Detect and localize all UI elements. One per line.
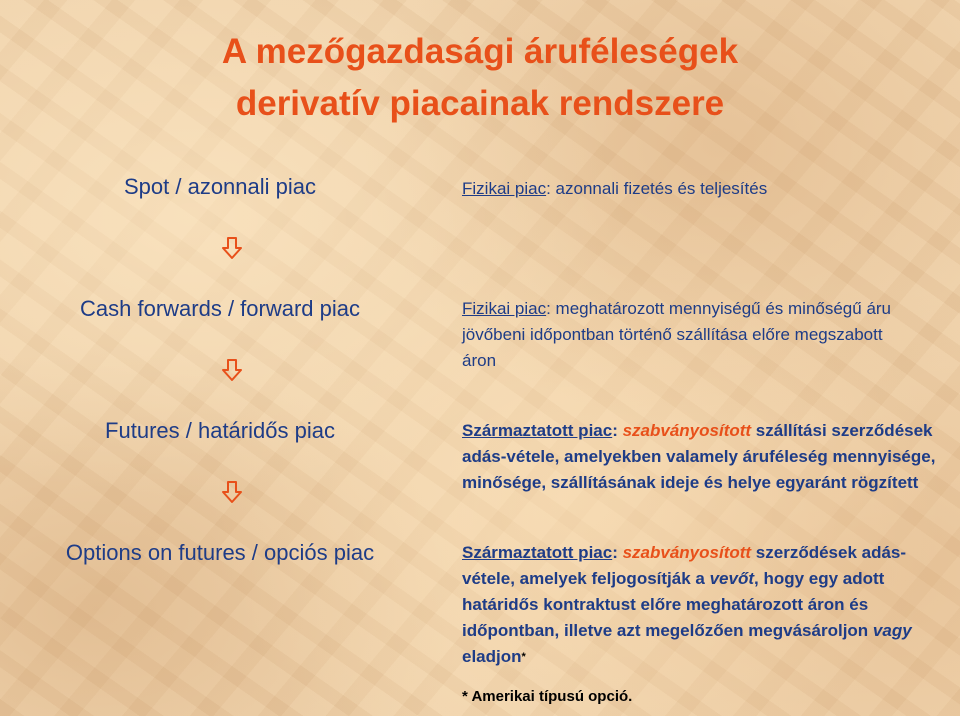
colon: : [612, 543, 623, 562]
down-arrow-icon [220, 358, 244, 382]
label-forward: Cash forwards / forward piac [80, 296, 360, 321]
desc-part-3: eladjon [462, 647, 522, 666]
emphasis: szabványosított [622, 421, 752, 440]
desc-options [462, 540, 944, 670]
desc-spot [462, 176, 952, 202]
emphasis-buyer: vevőt [709, 569, 754, 588]
desc: : meghatározott mennyiségű és minőségű áru jövőbeni időpontban történő szállítása előre megszabott áron [462, 299, 892, 370]
term: Származtatott piac [462, 421, 613, 440]
label-options: Options on futures / opciós piac [65, 540, 375, 565]
desc-futures [462, 418, 942, 496]
emphasis: szabványosított [622, 543, 752, 562]
desc-part-1: szerződések adás-vétele, amelyek feljogosítják a [462, 543, 907, 588]
emphasis-or: vagy [872, 621, 912, 640]
down-arrow-icon [220, 236, 244, 260]
colon: : [612, 421, 623, 440]
desc-part-2: , hogy egy adott határidős kontraktust előre meghatározott áron és időpontban, illetve azt megelőzően megvásároljon [462, 569, 885, 640]
title-line-1: A mezőgazdasági áruféleségek [221, 32, 739, 71]
desc: szállítási szerződések adás-vétele, amelyekben valamely áruféleség mennyisége, minősége, szállításának ideje és helye egyaránt rögzített [462, 421, 936, 492]
title-line-2: derivatív piacainak rendszere [235, 84, 725, 123]
label-spot: Spot / azonnali piac [123, 174, 317, 199]
term: Fizikai piac [462, 179, 547, 198]
desc: : azonnali fizetés és teljesítés [546, 179, 768, 198]
down-arrow-icon [220, 480, 244, 504]
page-title [0, 26, 960, 130]
term: Fizikai piac [462, 299, 547, 318]
footnote-marker: * [521, 651, 526, 663]
footnote: * Amerikai típusú opció. [462, 688, 633, 705]
desc-forward [462, 296, 892, 374]
label-futures: Futures / határidős piac [105, 418, 335, 443]
term: Származtatott piac [462, 543, 613, 562]
